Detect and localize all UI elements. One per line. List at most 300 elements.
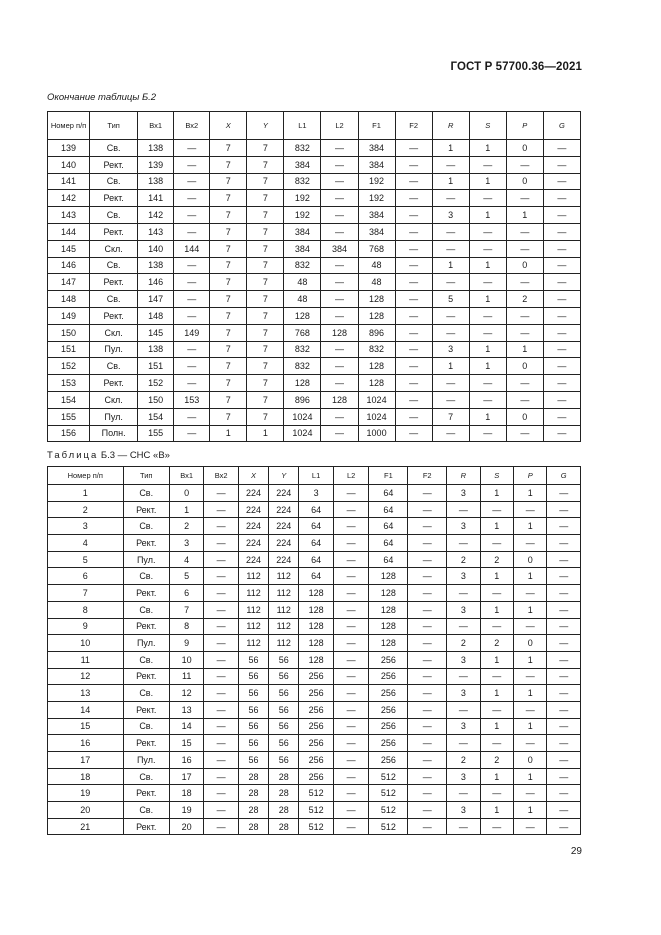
table-cell: — [333, 618, 369, 635]
table-cell: — [395, 223, 432, 240]
table-cell: 14 [169, 718, 204, 735]
table-cell: Скл. [90, 240, 138, 257]
table-cell: — [333, 768, 369, 785]
table-cell: 17 [48, 752, 124, 769]
table-cell: 7 [210, 207, 247, 224]
table-cell: — [408, 685, 447, 702]
table-cell: — [204, 768, 239, 785]
table-cell: — [547, 701, 581, 718]
table-cell: 128 [369, 601, 408, 618]
table-cell: — [543, 341, 580, 358]
table-cell: Рект. [90, 190, 138, 207]
table-cell: Рект. [90, 223, 138, 240]
table-cell: — [469, 223, 506, 240]
table-cell: — [204, 635, 239, 652]
table-cell: — [174, 341, 210, 358]
table-cell: — [321, 156, 358, 173]
table-cell: 56 [238, 752, 268, 769]
table-cell: 7 [247, 341, 284, 358]
table-cell: — [513, 735, 546, 752]
table-cell: Св. [123, 518, 169, 535]
table-cell: — [447, 785, 480, 802]
table-row [48, 601, 581, 618]
table-cell: — [333, 635, 369, 652]
table-cell: — [204, 718, 239, 735]
table-cell: 256 [369, 685, 408, 702]
table-cell: 384 [284, 223, 321, 240]
table-row [48, 207, 581, 224]
table-cell: — [174, 190, 210, 207]
table-cell: — [547, 668, 581, 685]
table-cell: — [547, 535, 581, 552]
table-cell: 112 [238, 618, 268, 635]
table2-caption-title: Б.3 — СНС «В» [100, 450, 170, 461]
table-cell: 3 [447, 802, 480, 819]
table-cell: — [204, 785, 239, 802]
table-row [48, 291, 581, 308]
table-cell: 512 [369, 768, 408, 785]
table-cell: 146 [48, 257, 90, 274]
table-cell: — [543, 307, 580, 324]
table-cell: — [447, 668, 480, 685]
table-cell: 128 [299, 635, 334, 652]
table-cell: 192 [358, 190, 395, 207]
table-cell: 154 [48, 391, 90, 408]
table-cell: 48 [284, 291, 321, 308]
table-cell: 3 [447, 485, 480, 502]
table-row [48, 156, 581, 173]
table-cell: — [432, 274, 469, 291]
table-cell: 1 [506, 341, 543, 358]
table-cell: — [547, 635, 581, 652]
table-cell: 7 [247, 173, 284, 190]
table-cell: Св. [123, 601, 169, 618]
table-cell: — [469, 240, 506, 257]
table-cell: 12 [169, 685, 204, 702]
table-cell: — [174, 223, 210, 240]
table-cell: 7 [210, 257, 247, 274]
table-cell: 256 [299, 752, 334, 769]
table-cell: 142 [48, 190, 90, 207]
table-cell: — [432, 223, 469, 240]
table-cell: 1 [480, 802, 513, 819]
table-cell: 5 [48, 551, 124, 568]
table-cell: 14 [48, 701, 124, 718]
table-cell: 145 [138, 324, 174, 341]
table-cell: Рект. [123, 785, 169, 802]
table-cell: 768 [284, 324, 321, 341]
table-cell: Рект. [123, 735, 169, 752]
table-cell: — [204, 701, 239, 718]
table-row [48, 375, 581, 392]
table-cell: — [447, 701, 480, 718]
table-cell: Св. [123, 768, 169, 785]
table-cell: — [174, 156, 210, 173]
table-cell: 138 [138, 140, 174, 157]
table-cell: 7 [210, 291, 247, 308]
table1-col-header: F2 [395, 112, 432, 140]
table2-col-header: Y [269, 467, 299, 485]
table-cell: — [469, 375, 506, 392]
table-row [48, 518, 581, 535]
table-cell: 256 [369, 735, 408, 752]
table-cell: 224 [269, 485, 299, 502]
table-cell: — [480, 501, 513, 518]
table-cell: — [543, 425, 580, 442]
table-row [48, 551, 581, 568]
table-cell: 0 [513, 752, 546, 769]
table-cell: — [408, 501, 447, 518]
table-cell: 224 [269, 535, 299, 552]
table-row [48, 735, 581, 752]
table-cell: 64 [299, 518, 334, 535]
table-cell: 2 [480, 752, 513, 769]
table-cell: 112 [269, 585, 299, 602]
table-cell: Рект. [90, 375, 138, 392]
table2-col-header: X [238, 467, 268, 485]
table-cell: Пул. [123, 635, 169, 652]
table-cell: — [321, 190, 358, 207]
table-cell: 1 [247, 425, 284, 442]
table-cell: 15 [169, 735, 204, 752]
table-cell: — [333, 501, 369, 518]
table-cell: — [395, 324, 432, 341]
table-cell: 256 [299, 668, 334, 685]
table1-col-header: S [469, 112, 506, 140]
table-cell: 7 [247, 408, 284, 425]
table-cell: — [204, 585, 239, 602]
table-cell: 142 [138, 207, 174, 224]
page-number: 29 [570, 846, 582, 857]
table-cell: — [204, 818, 239, 835]
table-cell: 64 [369, 551, 408, 568]
table-cell: 5 [432, 291, 469, 308]
table-cell: — [543, 324, 580, 341]
table-cell: — [321, 274, 358, 291]
table-cell: 64 [299, 501, 334, 518]
table-cell: 64 [369, 535, 408, 552]
table-cell: — [432, 375, 469, 392]
table-cell: 224 [238, 518, 268, 535]
table-cell: Пул. [90, 341, 138, 358]
table-row [48, 701, 581, 718]
table-cell: 112 [269, 601, 299, 618]
table-cell: — [543, 358, 580, 375]
table1-col-header: R [432, 112, 469, 140]
table-cell: 1 [513, 768, 546, 785]
table-cell: — [321, 358, 358, 375]
table-cell: 7 [210, 223, 247, 240]
table1-header-row [48, 112, 581, 140]
table-cell: 112 [238, 635, 268, 652]
table-row [48, 501, 581, 518]
table-cell: — [333, 568, 369, 585]
table-cell: 1 [210, 425, 247, 442]
table-cell: — [513, 785, 546, 802]
table-cell: — [469, 425, 506, 442]
table-cell: — [547, 735, 581, 752]
table-row [48, 274, 581, 291]
table-cell: 13 [48, 685, 124, 702]
table-cell: 512 [369, 785, 408, 802]
table-cell: 64 [369, 518, 408, 535]
table1-col-header: Y [247, 112, 284, 140]
table-cell: — [395, 140, 432, 157]
table1-col-header: Вх2 [174, 112, 210, 140]
table-cell: — [543, 257, 580, 274]
table-cell: 224 [269, 518, 299, 535]
table-cell: 56 [238, 735, 268, 752]
table-row [48, 768, 581, 785]
table-cell: — [333, 701, 369, 718]
table-cell: 128 [299, 585, 334, 602]
table-cell: — [447, 618, 480, 635]
document-standard-number: ГОСТ Р 57700.36—2021 [450, 61, 582, 73]
table-cell: — [333, 585, 369, 602]
table-cell: — [333, 802, 369, 819]
table-cell: — [447, 818, 480, 835]
table-cell: 1 [469, 291, 506, 308]
table-cell: — [321, 408, 358, 425]
table-cell: — [543, 156, 580, 173]
table-cell: — [174, 207, 210, 224]
table-cell: 1000 [358, 425, 395, 442]
table-cell: 152 [138, 375, 174, 392]
table-cell: Рект. [90, 274, 138, 291]
table-row [48, 485, 581, 502]
table-cell: 152 [48, 358, 90, 375]
table-cell: 7 [210, 307, 247, 324]
table-cell: — [174, 274, 210, 291]
table-cell: — [395, 257, 432, 274]
table2-col-header: F1 [369, 467, 408, 485]
table-cell: 28 [269, 818, 299, 835]
table-cell: 112 [238, 601, 268, 618]
table-cell: 7 [247, 358, 284, 375]
table2-col-header: Вх2 [204, 467, 239, 485]
table-cell: 1 [480, 601, 513, 618]
table-cell: 128 [358, 291, 395, 308]
table-cell: 7 [247, 391, 284, 408]
table-cell: 256 [369, 668, 408, 685]
table-cell: 3 [447, 568, 480, 585]
table-cell: 512 [369, 818, 408, 835]
table-cell: 7 [210, 190, 247, 207]
table-cell: Рект. [123, 585, 169, 602]
table-cell: 7 [210, 391, 247, 408]
table-cell: 7 [247, 274, 284, 291]
table-cell: 512 [299, 818, 334, 835]
table-cell: 11 [48, 651, 124, 668]
table-cell: 56 [238, 701, 268, 718]
table-cell: — [547, 568, 581, 585]
table-cell: — [480, 785, 513, 802]
table-cell: 256 [299, 685, 334, 702]
table-cell: 56 [269, 685, 299, 702]
table-cell: — [469, 307, 506, 324]
table-cell: — [408, 635, 447, 652]
table-cell: 3 [432, 207, 469, 224]
table-cell: 4 [48, 535, 124, 552]
table-cell: — [543, 375, 580, 392]
table-cell: 8 [169, 618, 204, 635]
table-cell: 3 [447, 718, 480, 735]
table-cell: 7 [247, 156, 284, 173]
table-cell: — [506, 190, 543, 207]
table-cell: — [543, 291, 580, 308]
table-row [48, 324, 581, 341]
table-cell: 3 [447, 768, 480, 785]
table-cell: Св. [123, 718, 169, 735]
table-cell: 128 [358, 307, 395, 324]
table-cell: — [469, 274, 506, 291]
table-cell: — [174, 425, 210, 442]
table-cell: — [174, 291, 210, 308]
table-cell: — [469, 156, 506, 173]
table-cell: 144 [174, 240, 210, 257]
table-cell: — [321, 223, 358, 240]
table-cell: 224 [269, 501, 299, 518]
table-cell: 1 [513, 802, 546, 819]
table-cell: 18 [48, 768, 124, 785]
table-row [48, 635, 581, 652]
table-cell: — [543, 140, 580, 157]
table-row [48, 568, 581, 585]
table-cell: 151 [138, 358, 174, 375]
table-cell: 1 [469, 173, 506, 190]
table2-col-header: S [480, 467, 513, 485]
table-cell: — [408, 651, 447, 668]
table-cell: 146 [138, 274, 174, 291]
table-cell: 1 [480, 518, 513, 535]
table-cell: 1 [169, 501, 204, 518]
table-cell: — [547, 685, 581, 702]
table-cell: Св. [90, 140, 138, 157]
table-cell: 155 [138, 425, 174, 442]
table-cell: 12 [48, 668, 124, 685]
table-cell: 1 [513, 485, 546, 502]
table-cell: 7 [247, 257, 284, 274]
table-cell: 0 [506, 140, 543, 157]
table-cell: — [204, 601, 239, 618]
table-cell: — [547, 501, 581, 518]
table-cell: 1 [432, 257, 469, 274]
table-cell: — [480, 818, 513, 835]
table-cell: 148 [138, 307, 174, 324]
table-cell: 141 [48, 173, 90, 190]
table-cell: — [543, 408, 580, 425]
table-cell: Св. [123, 802, 169, 819]
table-cell: — [506, 156, 543, 173]
table-cell: 384 [358, 223, 395, 240]
table-cell: 28 [269, 768, 299, 785]
table-cell: 19 [169, 802, 204, 819]
table-cell: 7 [247, 207, 284, 224]
table-cell: 144 [48, 223, 90, 240]
table-cell: 28 [238, 818, 268, 835]
table-cell: 9 [48, 618, 124, 635]
table2-col-header: Номер п/п [48, 467, 124, 485]
table-cell: — [547, 651, 581, 668]
table-row [48, 173, 581, 190]
table-cell: Рект. [123, 501, 169, 518]
table-cell: — [547, 518, 581, 535]
table-cell: — [204, 668, 239, 685]
table-cell: 1 [432, 173, 469, 190]
table-cell: Скл. [90, 391, 138, 408]
table-cell: 832 [284, 358, 321, 375]
table-cell: 7 [247, 240, 284, 257]
table-row [48, 618, 581, 635]
table-cell: 512 [299, 785, 334, 802]
table-cell: — [333, 752, 369, 769]
table-cell: 256 [299, 701, 334, 718]
table-row [48, 341, 581, 358]
table-cell: — [395, 425, 432, 442]
table-cell: 48 [284, 274, 321, 291]
table-cell: — [408, 818, 447, 835]
table2-col-header: L2 [333, 467, 369, 485]
table-cell: 2 [169, 518, 204, 535]
table-cell: — [321, 257, 358, 274]
table-cell: 384 [321, 240, 358, 257]
table-cell: 1 [469, 140, 506, 157]
table-cell: Св. [123, 485, 169, 502]
table-cell: 128 [321, 391, 358, 408]
table-cell: — [543, 173, 580, 190]
table-cell: 224 [238, 501, 268, 518]
table-cell: — [395, 291, 432, 308]
table-cell: 7 [247, 375, 284, 392]
table-cell: — [174, 173, 210, 190]
table-cell: — [480, 668, 513, 685]
table-cell: — [333, 735, 369, 752]
table-cell: — [395, 358, 432, 375]
table-cell: 3 [447, 601, 480, 618]
table-cell: 256 [369, 752, 408, 769]
table-cell: 1024 [358, 391, 395, 408]
table-cell: 150 [138, 391, 174, 408]
table-cell: — [204, 501, 239, 518]
table-cell: 7 [210, 324, 247, 341]
table-cell: 2 [447, 551, 480, 568]
table-row [48, 651, 581, 668]
table-cell: 1 [480, 685, 513, 702]
table-cell: — [513, 701, 546, 718]
table-cell: — [547, 718, 581, 735]
table-cell: 896 [358, 324, 395, 341]
table-cell: 153 [48, 375, 90, 392]
table-cell: Рект. [123, 668, 169, 685]
table-cell: 1 [480, 568, 513, 585]
table1-col-header: L1 [284, 112, 321, 140]
table-cell: — [513, 618, 546, 635]
table-cell: Св. [123, 685, 169, 702]
table-cell: — [547, 802, 581, 819]
table-cell: — [513, 668, 546, 685]
table-cell: 384 [358, 207, 395, 224]
table-cell: 1 [480, 651, 513, 668]
table-cell: 832 [284, 341, 321, 358]
table-cell: 832 [284, 173, 321, 190]
table-cell: Рект. [123, 818, 169, 835]
table-cell: — [395, 156, 432, 173]
table-cell: 143 [48, 207, 90, 224]
table-cell: 19 [48, 785, 124, 802]
table-cell: — [395, 307, 432, 324]
table-cell: — [547, 752, 581, 769]
table-cell: 7 [210, 375, 247, 392]
